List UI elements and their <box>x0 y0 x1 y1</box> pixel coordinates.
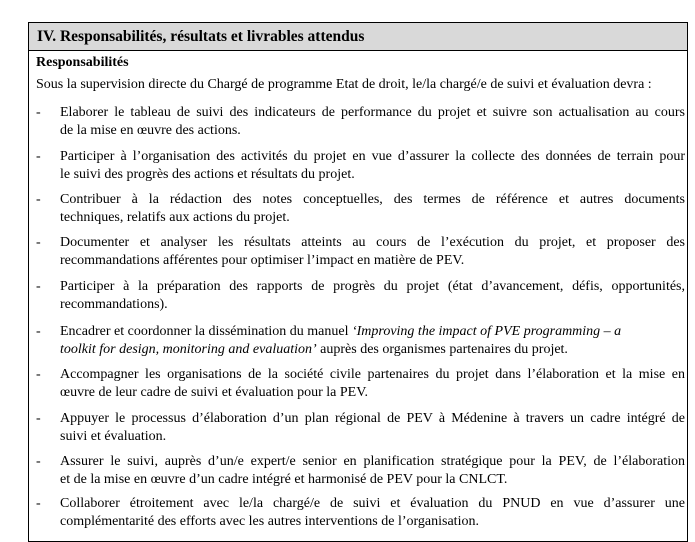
bullet-dash: - <box>36 235 41 250</box>
item-text-line2: techniques, relatifs aux actions du projet. <box>60 210 290 225</box>
item-text-line1: Contribuer à la rédaction des notes conceptuelles, des termes de référence et autres documents <box>60 192 685 207</box>
item-text-line2: et de la mise en œuvre d’un cadre intégré et harmonisé de PEV pour la CNLCT. <box>60 472 508 487</box>
item-text-line2 <box>60 341 568 359</box>
item-text-line2: œuvre de leur cadre de suivi et évaluation pour la PEV. <box>60 385 369 400</box>
manual-title: toolkit for design, monitoring and evaluation’ <box>60 342 317 357</box>
bullet-dash: - <box>36 105 41 120</box>
item-text-line1: Participer à l’organisation des activités du projet en vue d’assurer la collecte des données de terrain pour <box>60 149 685 164</box>
section-title: IV. Responsabilités, résultats et livrables attendus <box>37 28 365 45</box>
subsection-title: Responsabilités <box>36 55 129 70</box>
item-text: Encadrer et coordonner la dissémination du manuel <box>60 324 352 339</box>
item-text-line2: le suivi des progrès des actions et résultats du projet. <box>60 167 355 182</box>
manual-title: ‘Improving the impact of PVE programming – a <box>351 324 622 339</box>
item-text: auprès des organismes partenaires du projet. <box>316 342 568 357</box>
item-text-line2: suivi et évaluation. <box>60 429 167 444</box>
item-text-line1 <box>60 323 621 341</box>
bullet-dash: - <box>36 279 41 294</box>
item-text-line1: Assurer le suivi, auprès d’un/e expert/e senior en planification stratégique pour la PEV, de l’élaboration <box>60 454 685 469</box>
item-text-line1: Elaborer le tableau de suivi des indicateurs de performance du projet et suivre son actualisation au cours <box>60 105 685 120</box>
item-text-line1: Accompagner les organisations de la société civile partenaires du projet dans l’élaboration et la mise en <box>60 367 685 382</box>
item-text-line2: complémentarité des efforts avec les autres interventions de l’organisation. <box>60 514 479 529</box>
bullet-dash: - <box>36 324 41 339</box>
bullet-dash: - <box>36 411 41 426</box>
item-text-line1: Collaborer étroitement avec le/la chargé/e de suivi et évaluation du PNUD en vue d’assurer une <box>60 496 685 511</box>
bullet-dash: - <box>36 192 41 207</box>
item-text-line1: Participer à la préparation des rapports de progrès du projet (état d’avancement, défis, opportunités, <box>60 279 685 294</box>
bullet-dash: - <box>36 367 41 382</box>
item-text-line2: de la mise en œuvre des actions. <box>60 123 241 138</box>
content-table <box>28 22 688 542</box>
intro-paragraph: Sous la supervision directe du Chargé de programme Etat de droit, le/la chargé/e de suivi et évaluation devra : <box>36 77 652 92</box>
bullet-dash: - <box>36 496 41 511</box>
item-text-line2: recommandations). <box>60 297 168 312</box>
item-text-line1: Appuyer le processus d’élaboration d’un plan régional de PEV à Médenine à travers un cadre intégré de <box>60 411 685 426</box>
section-header <box>29 23 687 51</box>
item-text-line2: recommandations afférentes pour optimiser l’impact en matière de PEV. <box>60 253 465 268</box>
bullet-dash: - <box>36 454 41 469</box>
bullet-dash: - <box>36 149 41 164</box>
item-text-line1: Documenter et analyser les résultats atteints au cours de l’exécution du projet, et proposer des <box>60 235 685 250</box>
